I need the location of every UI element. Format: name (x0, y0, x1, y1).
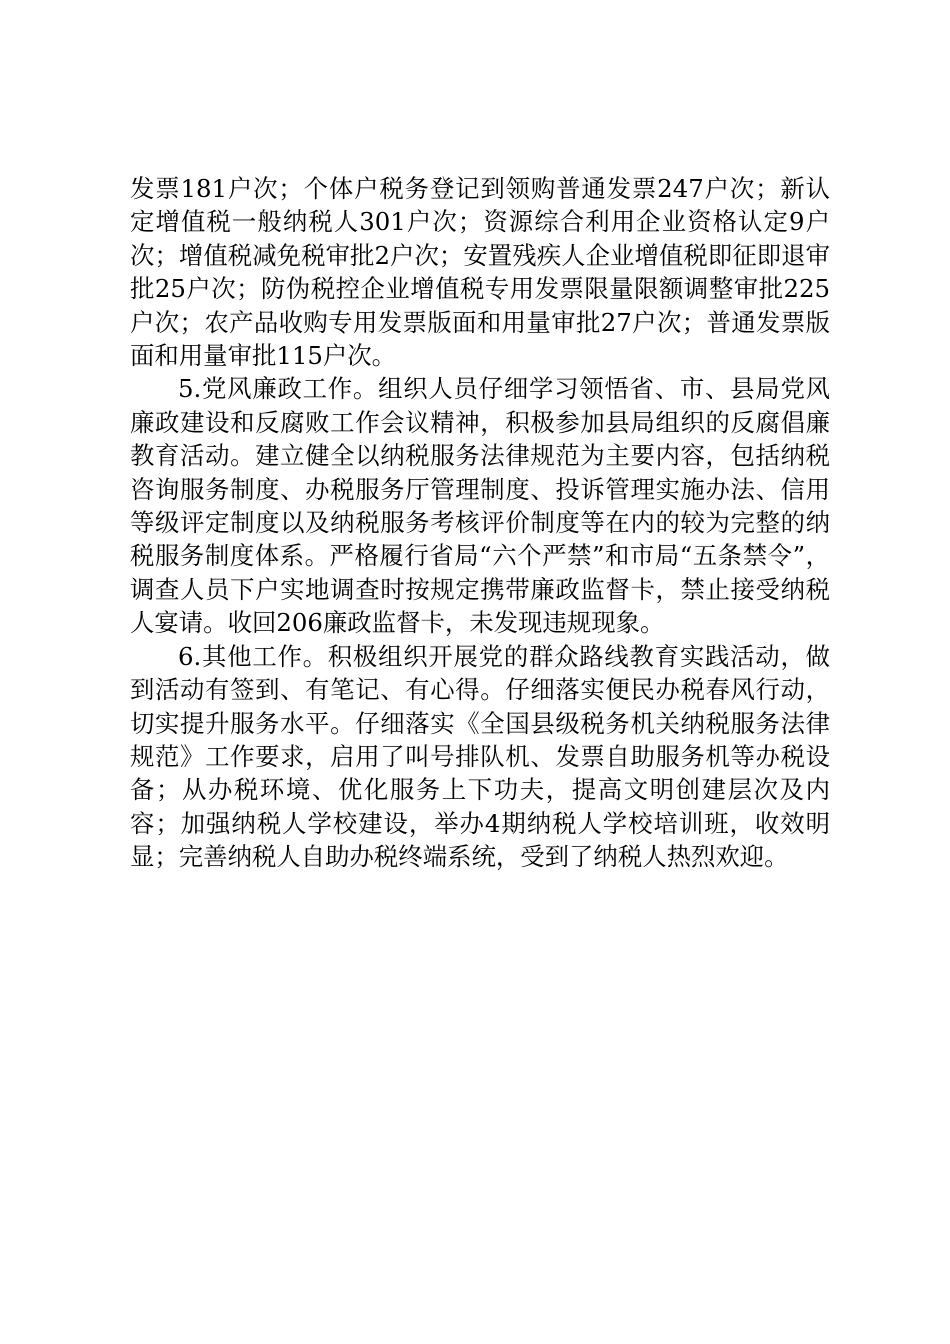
paragraph-invoice-statistics: 发票181户次；个体户税务登记到领购普通发票247户次；新认定增值税一般纳税人301户次；资源综合利用企业资格认定9户次；增值税减免税审批2户次；安置残疾人企业增值税即征即退审批25户次；防伪税控企业增值税专用发票限量限额调整审批225户次；农产品收购专用发票版面和用量审批27户次；普通发票版面和用量审批115户次。 (130, 174, 830, 371)
paragraph-other-work: 6.其他工作。积极组织开展党的群众路线教育实践活动，做到活动有签到、有笔记、有心得。仔细落实便民办税春风行动，切实提升服务水平。仔细落实《全国县级税务机关纳税服务法律规范》工作要求，启用了叫号排队机、发票自助服务机等办税设备；从办税环境、优化服务上下功夫，提高文明创建层次及内容；加强纳税人学校建设，举办4期纳税人学校培训班，收效明显；完善纳税人自助办税终端系统，受到了纳税人热烈欢迎。 (130, 641, 830, 872)
document-body (130, 172, 830, 874)
paragraph-integrity-work: 5.党风廉政工作。组织人员仔细学习领悟省、市、县局党风廉政建设和反腐败工作会议精神，积极参加县局组织的反腐倡廉教育活动。建立健全以纳税服务法律规范为主要内容，包括纳税咨询服务制度、办税服务厅管理制度、投诉管理实施办法、信用等级评定制度以及纳税服务考核评价制度等在内的较为完整的纳税服务制度体系。严格履行省局“六个严禁”和市局“五条禁令”，调查人员下户实地调查时按规定携带廉政监督卡，禁止接受纳税人宴请。收回206廉政监督卡，未发现违规现象。 (130, 374, 830, 638)
